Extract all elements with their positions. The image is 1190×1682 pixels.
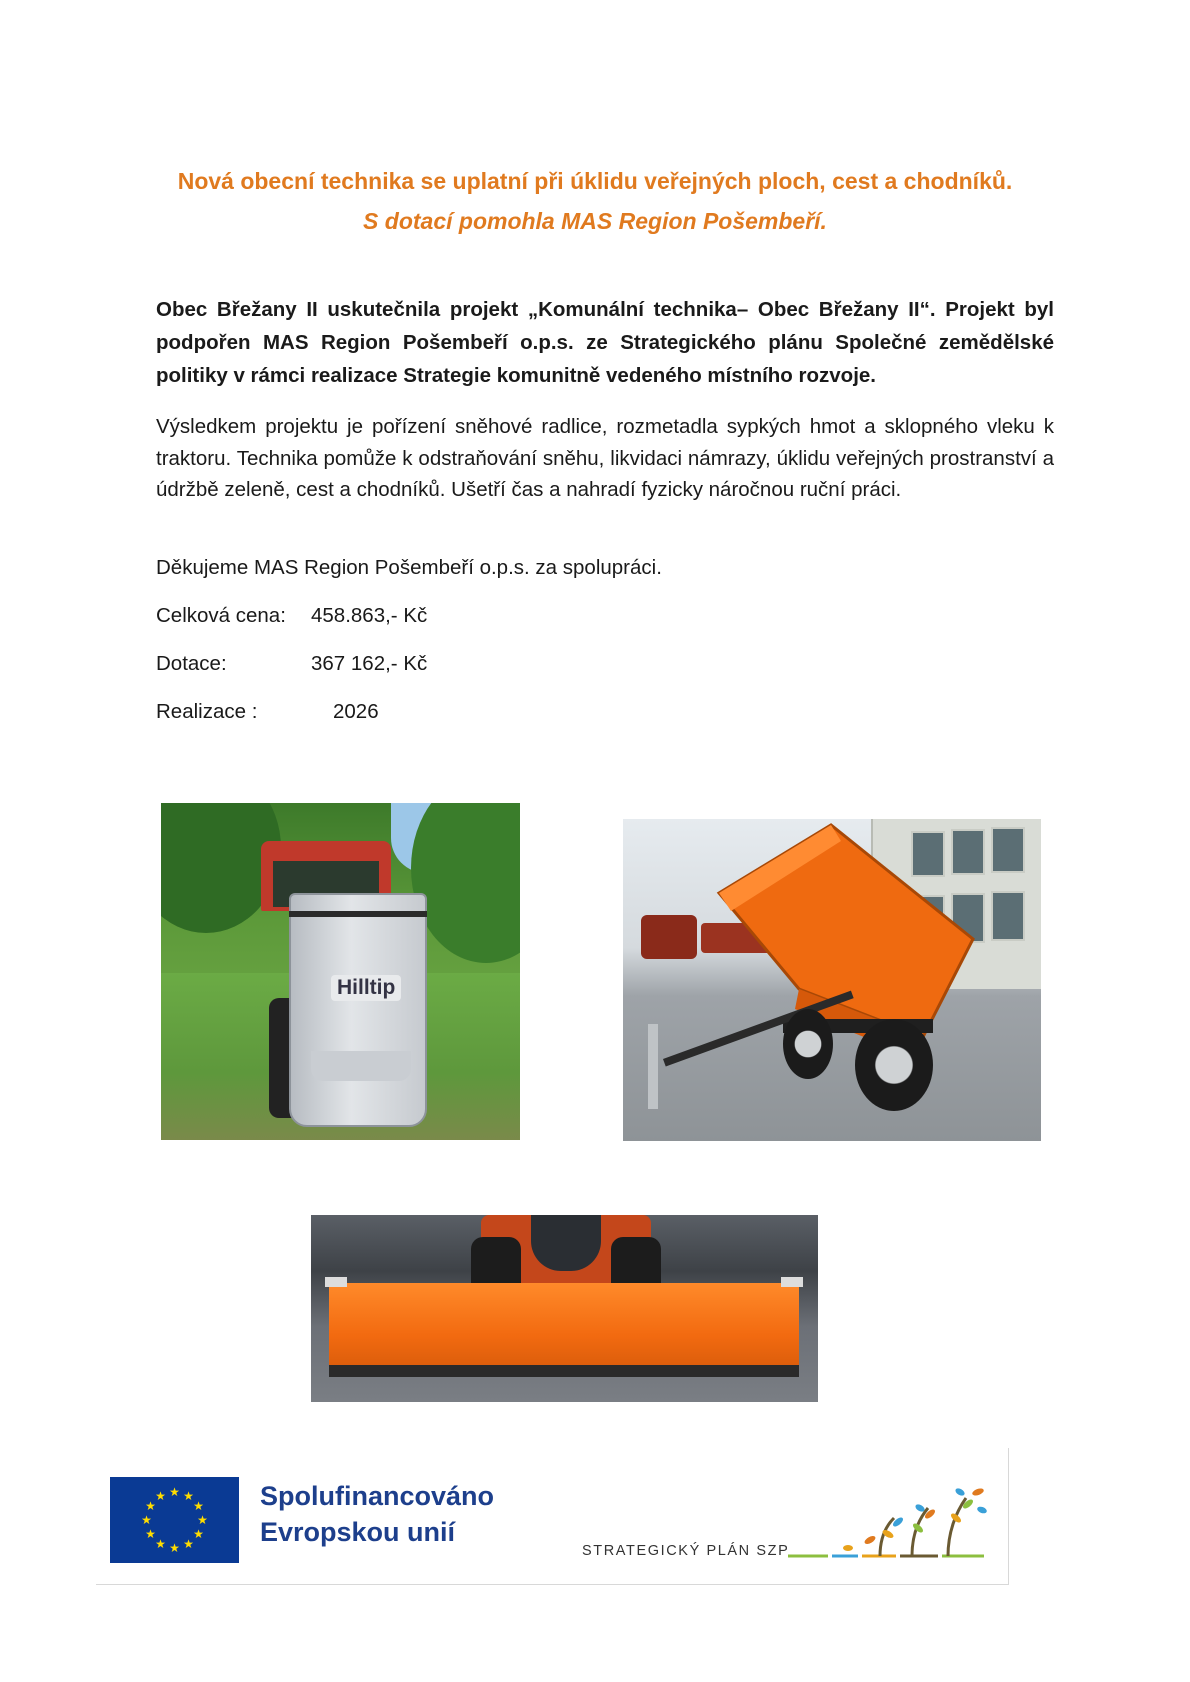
svg-text:★: ★ xyxy=(155,1489,166,1503)
svg-text:★: ★ xyxy=(193,1527,204,1541)
svg-text:★: ★ xyxy=(145,1499,156,1513)
eu-label-line2: Evropskou unií xyxy=(260,1517,456,1547)
headline: Nová obecní technika se uplatní při úklidu veřejných ploch, cest a chodníků. xyxy=(177,168,1013,194)
trailer-drawing xyxy=(623,819,1041,1141)
blade-marker xyxy=(325,1277,347,1287)
eu-label-line1: Spolufinancováno xyxy=(260,1481,495,1511)
fact-label: Dotace: xyxy=(156,652,227,675)
svg-text:★: ★ xyxy=(183,1489,194,1503)
szp-label: STRATEGICKÝ PLÁN SZP xyxy=(582,1543,790,1559)
hilltip-logo: Hilltip xyxy=(331,975,401,1001)
blade-marker xyxy=(781,1277,803,1287)
svg-text:★: ★ xyxy=(145,1527,156,1541)
svg-text:★: ★ xyxy=(169,1485,180,1499)
plough-blade xyxy=(329,1283,799,1371)
svg-text:★: ★ xyxy=(193,1499,204,1513)
trailer-wheel xyxy=(783,1009,833,1079)
svg-text:★: ★ xyxy=(155,1537,166,1551)
svg-text:★: ★ xyxy=(141,1513,152,1527)
fact-value: 458.863,- Kč xyxy=(311,604,428,627)
svg-text:★: ★ xyxy=(183,1537,194,1551)
fact-realization xyxy=(156,700,379,724)
trailer-wheel xyxy=(855,1019,933,1111)
tractor-grille xyxy=(531,1215,601,1271)
plough-edge xyxy=(329,1365,799,1377)
szp-sprouts-logo xyxy=(788,1478,998,1568)
eu-cofinanced-label xyxy=(260,1478,494,1550)
svg-text:★: ★ xyxy=(197,1513,208,1527)
spreader-hopper xyxy=(289,893,427,1127)
spreader-photo xyxy=(161,803,520,1140)
tree xyxy=(411,803,520,963)
hopper-band xyxy=(289,911,427,917)
fact-total-price xyxy=(156,604,427,628)
snow-plough-photo xyxy=(311,1215,818,1402)
body-paragraph: Výsledkem projektu je pořízení sněhové radlice, rozmetadla sypkých hmot a sklopného vleku k traktoru. Technika pomůže k odstraňování sněhu, likvidaci námrazy, úklidu veřejných prostranství a údržbě zeleně, cest a chodníků. Ušetří čas a nahradí fyzicky náročnou ruční práci. xyxy=(156,415,1054,501)
intro-paragraph: Obec Břežany II uskutečnila projekt „Komunální technika– Obec Břežany II“. Projekt byl podpořen MAS Region Pošembeří o.p.s. ze Strategického plánu Společné zemědělské politiky v rámci realizace Strategie komunitně vedeného místního rozvoje. xyxy=(156,298,1054,387)
fact-label: Celková cena: xyxy=(156,604,286,627)
spreader-base xyxy=(311,1051,411,1081)
svg-text:★: ★ xyxy=(169,1541,180,1555)
subheadline: S dotací pomohla MAS Region Pošembeří. xyxy=(363,208,827,234)
thanks-line: Děkujeme MAS Region Pošembeří o.p.s. za spolupráci. xyxy=(156,556,662,579)
fact-label: Realizace : xyxy=(156,700,258,723)
trailer-photo xyxy=(623,819,1041,1141)
fact-subsidy xyxy=(156,652,427,676)
eu-flag-icon xyxy=(110,1477,239,1563)
fact-value: 367 162,- Kč xyxy=(311,652,428,675)
fact-value: 2026 xyxy=(333,700,379,723)
